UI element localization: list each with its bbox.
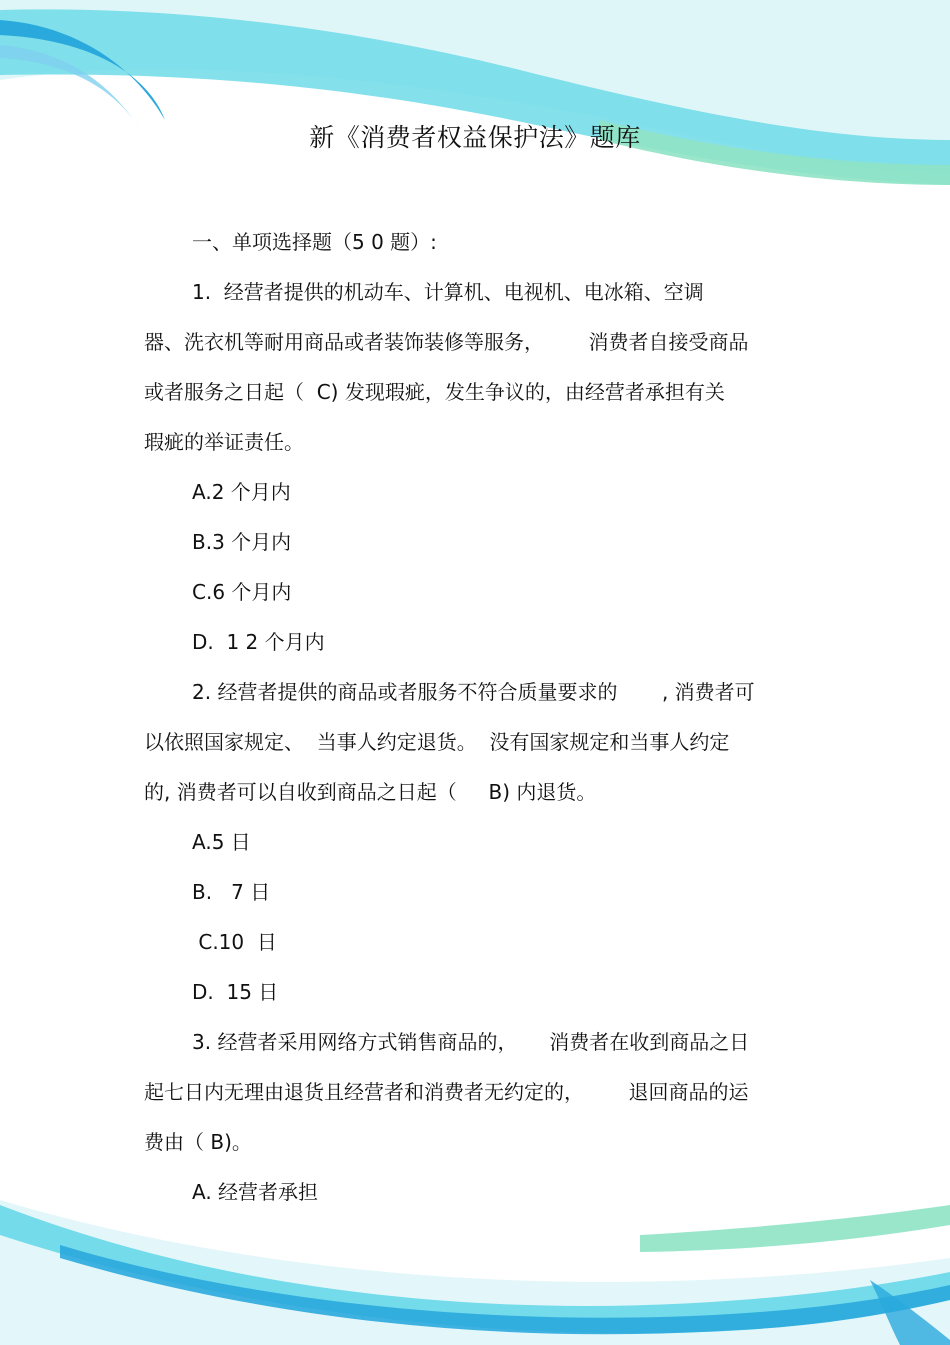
bottom-swoosh-green (640, 1205, 950, 1252)
question-3-line-3: 费由（ B)。 (144, 1130, 252, 1154)
question-2-line-2: 以依照国家规定、 当事人约定退货。 没有国家规定和当事人约定 (144, 730, 730, 754)
question-2-line-3: 的, 消费者可以自收到商品之日起（ B) 内退货。 (144, 780, 597, 804)
question-1-line-2: 器、洗衣机等耐用商品或者装饰装修等服务， 消费者自接受商品 (144, 330, 749, 354)
question-2-option-b: B. 7 日 (192, 880, 271, 904)
question-2-option-a: A.5 日 (192, 830, 251, 854)
question-3-line-1: 3. 经营者采用网络方式销售商品的， 消费者在收到商品之日 (192, 1030, 750, 1054)
section-heading: 一、单项选择题（5 0 题）: (192, 230, 437, 254)
question-3-line-2: 起七日内无理由退货且经营者和消费者无约定的， 退回商品的运 (144, 1080, 749, 1104)
question-3-option-a: A. 经营者承担 (192, 1180, 319, 1204)
document-title: 新《消费者权益保护法》题库 (309, 123, 641, 152)
question-1-option-d: D. 1 2 个月内 (192, 630, 325, 654)
question-1-line-1: 1. 经营者提供的机动车、计算机、电视机、电冰箱、空调 (192, 280, 704, 304)
question-1-line-3: 或者服务之日起（ C) 发现瑕疵，发生争议的，由经营者承担有关 (144, 380, 725, 404)
question-1-option-c: C.6 个月内 (192, 580, 292, 604)
question-2-line-1: 2. 经营者提供的商品或者服务不符合质量要求的 , 消费者可 (192, 680, 755, 704)
question-2-option-d: D. 15 日 (192, 980, 279, 1004)
question-2-option-c: C.10 日 (192, 930, 277, 954)
question-1-option-a: A.2 个月内 (192, 480, 291, 504)
question-1-option-b: B.3 个月内 (192, 530, 292, 554)
question-1-line-4: 瑕疵的举证责任。 (144, 430, 304, 454)
